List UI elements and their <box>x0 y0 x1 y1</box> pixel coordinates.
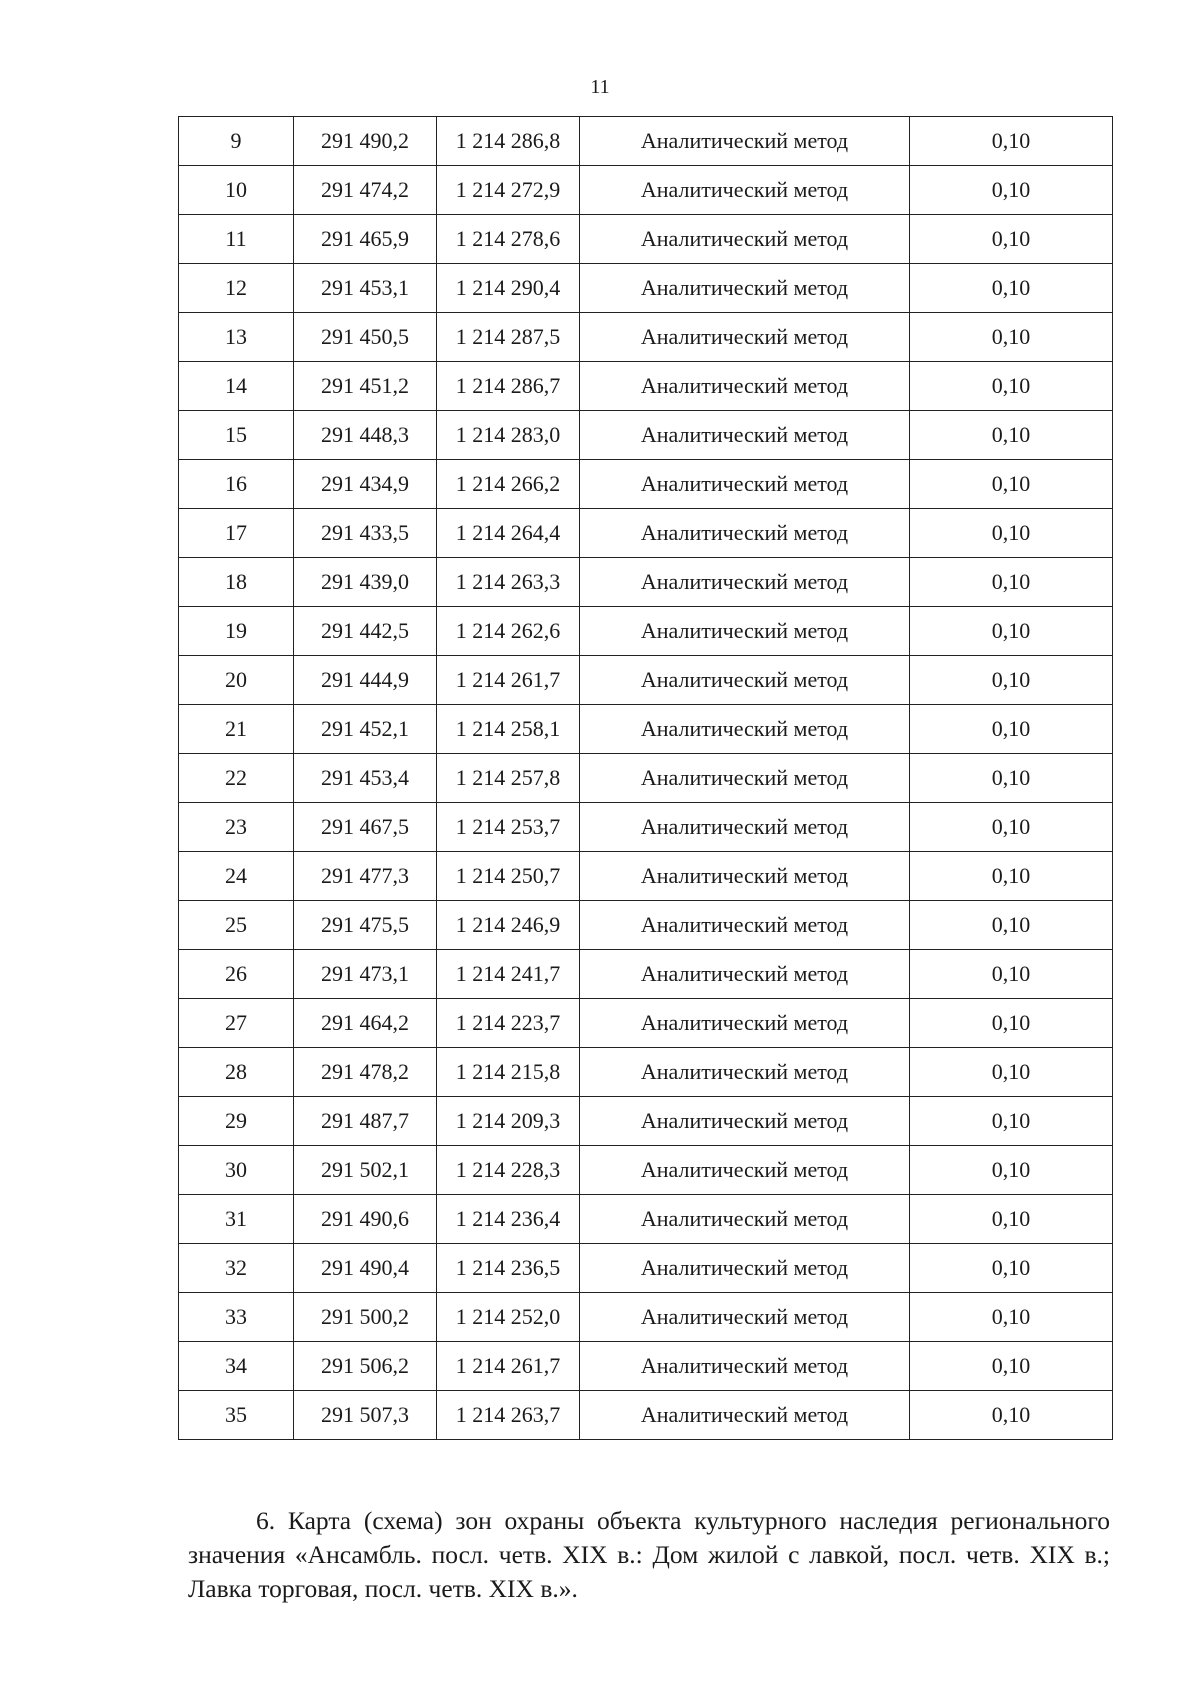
x-coordinate-cell: 291 502,1 <box>294 1146 437 1195</box>
y-coordinate-cell: 1 214 266,2 <box>437 460 580 509</box>
table-row <box>179 1195 1113 1244</box>
table-row <box>179 607 1113 656</box>
method-cell: Аналитический метод <box>580 215 910 264</box>
y-coordinate-cell: 1 214 283,0 <box>437 411 580 460</box>
table-row <box>179 1146 1113 1195</box>
y-coordinate-cell: 1 214 236,4 <box>437 1195 580 1244</box>
y-coordinate-cell: 1 214 290,4 <box>437 264 580 313</box>
table-row <box>179 460 1113 509</box>
accuracy-cell: 0,10 <box>910 1342 1113 1391</box>
point-number-cell: 17 <box>179 509 294 558</box>
method-cell: Аналитический метод <box>580 1244 910 1293</box>
table-row <box>179 1048 1113 1097</box>
table-row <box>179 117 1113 166</box>
method-cell: Аналитический метод <box>580 1146 910 1195</box>
y-coordinate-cell: 1 214 263,7 <box>437 1391 580 1440</box>
method-cell: Аналитический метод <box>580 264 910 313</box>
method-cell: Аналитический метод <box>580 362 910 411</box>
coordinates-table <box>178 116 1113 1440</box>
x-coordinate-cell: 291 444,9 <box>294 656 437 705</box>
accuracy-cell: 0,10 <box>910 166 1113 215</box>
accuracy-cell: 0,10 <box>910 509 1113 558</box>
x-coordinate-cell: 291 490,4 <box>294 1244 437 1293</box>
point-number-cell: 32 <box>179 1244 294 1293</box>
accuracy-cell: 0,10 <box>910 264 1113 313</box>
y-coordinate-cell: 1 214 261,7 <box>437 1342 580 1391</box>
x-coordinate-cell: 291 448,3 <box>294 411 437 460</box>
table-row <box>179 215 1113 264</box>
table-row <box>179 705 1113 754</box>
y-coordinate-cell: 1 214 215,8 <box>437 1048 580 1097</box>
x-coordinate-cell: 291 477,3 <box>294 852 437 901</box>
method-cell: Аналитический метод <box>580 1391 910 1440</box>
accuracy-cell: 0,10 <box>910 656 1113 705</box>
point-number-cell: 34 <box>179 1342 294 1391</box>
accuracy-cell: 0,10 <box>910 215 1113 264</box>
x-coordinate-cell: 291 433,5 <box>294 509 437 558</box>
method-cell: Аналитический метод <box>580 313 910 362</box>
method-cell: Аналитический метод <box>580 558 910 607</box>
point-number-cell: 26 <box>179 950 294 999</box>
point-number-cell: 31 <box>179 1195 294 1244</box>
y-coordinate-cell: 1 214 228,3 <box>437 1146 580 1195</box>
table-row <box>179 1342 1113 1391</box>
point-number-cell: 33 <box>179 1293 294 1342</box>
y-coordinate-cell: 1 214 257,8 <box>437 754 580 803</box>
y-coordinate-cell: 1 214 252,0 <box>437 1293 580 1342</box>
point-number-cell: 24 <box>179 852 294 901</box>
method-cell: Аналитический метод <box>580 166 910 215</box>
method-cell: Аналитический метод <box>580 1342 910 1391</box>
y-coordinate-cell: 1 214 246,9 <box>437 901 580 950</box>
accuracy-cell: 0,10 <box>910 950 1113 999</box>
method-cell: Аналитический метод <box>580 1195 910 1244</box>
point-number-cell: 22 <box>179 754 294 803</box>
x-coordinate-cell: 291 452,1 <box>294 705 437 754</box>
accuracy-cell: 0,10 <box>910 1146 1113 1195</box>
x-coordinate-cell: 291 450,5 <box>294 313 437 362</box>
accuracy-cell: 0,10 <box>910 1293 1113 1342</box>
point-number-cell: 11 <box>179 215 294 264</box>
method-cell: Аналитический метод <box>580 607 910 656</box>
point-number-cell: 13 <box>179 313 294 362</box>
y-coordinate-cell: 1 214 287,5 <box>437 313 580 362</box>
method-cell: Аналитический метод <box>580 754 910 803</box>
accuracy-cell: 0,10 <box>910 1097 1113 1146</box>
point-number-cell: 12 <box>179 264 294 313</box>
point-number-cell: 30 <box>179 1146 294 1195</box>
table-row <box>179 999 1113 1048</box>
method-cell: Аналитический метод <box>580 852 910 901</box>
method-cell: Аналитический метод <box>580 411 910 460</box>
method-cell: Аналитический метод <box>580 1097 910 1146</box>
coordinates-table-body <box>179 117 1113 1440</box>
point-number-cell: 15 <box>179 411 294 460</box>
y-coordinate-cell: 1 214 250,7 <box>437 852 580 901</box>
table-row <box>179 313 1113 362</box>
x-coordinate-cell: 291 478,2 <box>294 1048 437 1097</box>
accuracy-cell: 0,10 <box>910 362 1113 411</box>
method-cell: Аналитический метод <box>580 950 910 999</box>
point-number-cell: 14 <box>179 362 294 411</box>
y-coordinate-cell: 1 214 272,9 <box>437 166 580 215</box>
method-cell: Аналитический метод <box>580 803 910 852</box>
method-cell: Аналитический метод <box>580 117 910 166</box>
table-row <box>179 558 1113 607</box>
accuracy-cell: 0,10 <box>910 313 1113 362</box>
x-coordinate-cell: 291 442,5 <box>294 607 437 656</box>
x-coordinate-cell: 291 487,7 <box>294 1097 437 1146</box>
y-coordinate-cell: 1 214 263,3 <box>437 558 580 607</box>
y-coordinate-cell: 1 214 262,6 <box>437 607 580 656</box>
table-row <box>179 411 1113 460</box>
table-row <box>179 509 1113 558</box>
x-coordinate-cell: 291 434,9 <box>294 460 437 509</box>
y-coordinate-cell: 1 214 286,8 <box>437 117 580 166</box>
accuracy-cell: 0,10 <box>910 411 1113 460</box>
accuracy-cell: 0,10 <box>910 705 1113 754</box>
y-coordinate-cell: 1 214 278,6 <box>437 215 580 264</box>
section-heading-text: 6. Карта (схема) зон охраны объекта культурного наследия регионального значения «Ансамбль. посл. четв. XIX в.: Дом жилой с лавкой, посл. четв. XIX в.; Лавка торговая, посл. четв. XIX в.». <box>188 1505 1110 1603</box>
accuracy-cell: 0,10 <box>910 999 1113 1048</box>
accuracy-cell: 0,10 <box>910 558 1113 607</box>
x-coordinate-cell: 291 453,4 <box>294 754 437 803</box>
point-number-cell: 10 <box>179 166 294 215</box>
y-coordinate-cell: 1 214 286,7 <box>437 362 580 411</box>
y-coordinate-cell: 1 214 209,3 <box>437 1097 580 1146</box>
table-row <box>179 950 1113 999</box>
method-cell: Аналитический метод <box>580 705 910 754</box>
point-number-cell: 35 <box>179 1391 294 1440</box>
table-row <box>179 754 1113 803</box>
method-cell: Аналитический метод <box>580 999 910 1048</box>
table-row <box>179 1293 1113 1342</box>
method-cell: Аналитический метод <box>580 509 910 558</box>
table-row <box>179 803 1113 852</box>
point-number-cell: 21 <box>179 705 294 754</box>
point-number-cell: 18 <box>179 558 294 607</box>
method-cell: Аналитический метод <box>580 460 910 509</box>
x-coordinate-cell: 291 506,2 <box>294 1342 437 1391</box>
accuracy-cell: 0,10 <box>910 852 1113 901</box>
y-coordinate-cell: 1 214 236,5 <box>437 1244 580 1293</box>
accuracy-cell: 0,10 <box>910 1048 1113 1097</box>
x-coordinate-cell: 291 453,1 <box>294 264 437 313</box>
method-cell: Аналитический метод <box>580 656 910 705</box>
point-number-cell: 23 <box>179 803 294 852</box>
x-coordinate-cell: 291 464,2 <box>294 999 437 1048</box>
point-number-cell: 16 <box>179 460 294 509</box>
accuracy-cell: 0,10 <box>910 754 1113 803</box>
x-coordinate-cell: 291 500,2 <box>294 1293 437 1342</box>
y-coordinate-cell: 1 214 223,7 <box>437 999 580 1048</box>
table-row <box>179 1097 1113 1146</box>
y-coordinate-cell: 1 214 258,1 <box>437 705 580 754</box>
x-coordinate-cell: 291 475,5 <box>294 901 437 950</box>
accuracy-cell: 0,10 <box>910 460 1113 509</box>
point-number-cell: 25 <box>179 901 294 950</box>
table-row <box>179 1391 1113 1440</box>
table-row <box>179 166 1113 215</box>
accuracy-cell: 0,10 <box>910 901 1113 950</box>
point-number-cell: 20 <box>179 656 294 705</box>
table-row <box>179 901 1113 950</box>
x-coordinate-cell: 291 507,3 <box>294 1391 437 1440</box>
accuracy-cell: 0,10 <box>910 1244 1113 1293</box>
method-cell: Аналитический метод <box>580 901 910 950</box>
table-row <box>179 1244 1113 1293</box>
x-coordinate-cell: 291 490,6 <box>294 1195 437 1244</box>
y-coordinate-cell: 1 214 253,7 <box>437 803 580 852</box>
page-number: 11 <box>590 76 610 98</box>
x-coordinate-cell: 291 474,2 <box>294 166 437 215</box>
x-coordinate-cell: 291 490,2 <box>294 117 437 166</box>
table-row <box>179 264 1113 313</box>
point-number-cell: 29 <box>179 1097 294 1146</box>
point-number-cell: 9 <box>179 117 294 166</box>
x-coordinate-cell: 291 439,0 <box>294 558 437 607</box>
y-coordinate-cell: 1 214 261,7 <box>437 656 580 705</box>
method-cell: Аналитический метод <box>580 1293 910 1342</box>
method-cell: Аналитический метод <box>580 1048 910 1097</box>
accuracy-cell: 0,10 <box>910 1195 1113 1244</box>
y-coordinate-cell: 1 214 264,4 <box>437 509 580 558</box>
y-coordinate-cell: 1 214 241,7 <box>437 950 580 999</box>
accuracy-cell: 0,10 <box>910 117 1113 166</box>
x-coordinate-cell: 291 467,5 <box>294 803 437 852</box>
accuracy-cell: 0,10 <box>910 607 1113 656</box>
x-coordinate-cell: 291 465,9 <box>294 215 437 264</box>
accuracy-cell: 0,10 <box>910 1391 1113 1440</box>
x-coordinate-cell: 291 473,1 <box>294 950 437 999</box>
point-number-cell: 28 <box>179 1048 294 1097</box>
table-row <box>179 656 1113 705</box>
point-number-cell: 27 <box>179 999 294 1048</box>
table-row <box>179 362 1113 411</box>
table-row <box>179 852 1113 901</box>
point-number-cell: 19 <box>179 607 294 656</box>
accuracy-cell: 0,10 <box>910 803 1113 852</box>
x-coordinate-cell: 291 451,2 <box>294 362 437 411</box>
